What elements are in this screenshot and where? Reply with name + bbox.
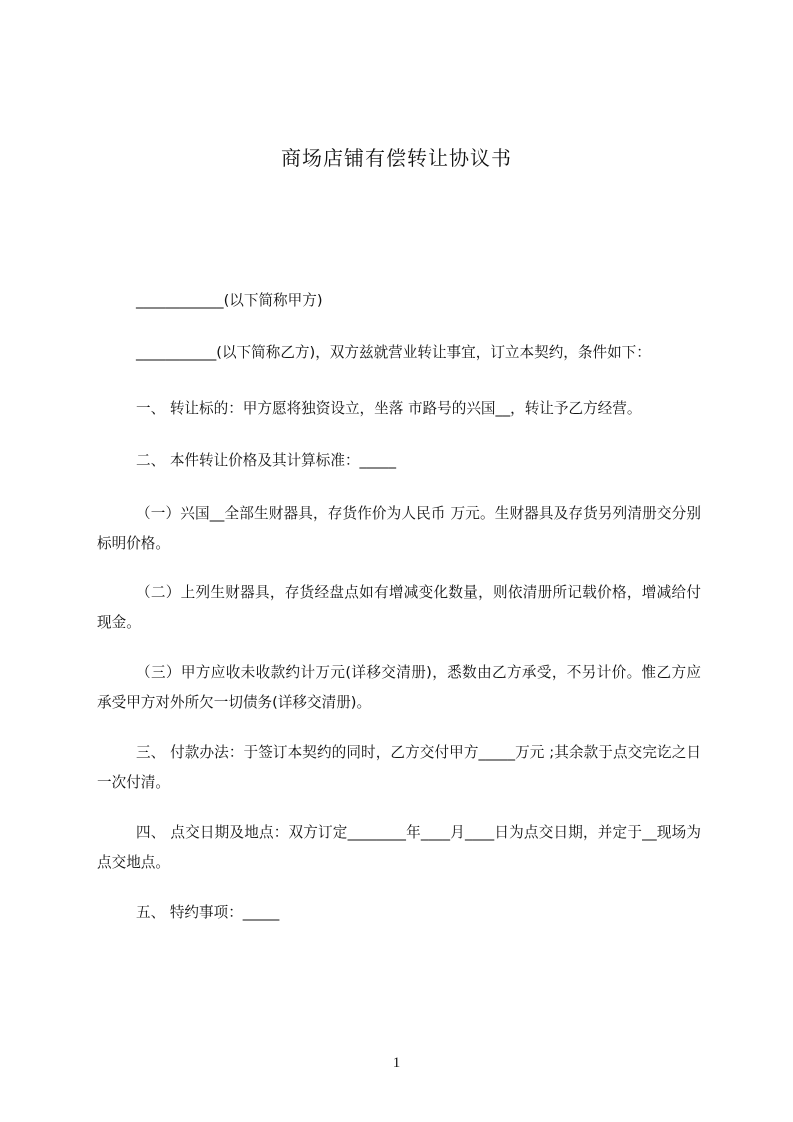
document-title: 商场店铺有偿转让协议书 — [281, 146, 512, 170]
clause-2-item-2: （二）上列生财器具，存货经盘点如有增减变化数量，则依清册所记载价格，增减给付现金。 — [97, 584, 701, 631]
clause-4-handover: 四、 点交日期及地点：双方订定________年____月____日为点交日期，并定于__现场为点交地点。 — [97, 824, 701, 871]
clause-2-item-1: （一）兴国__全部生财器具，存货作价为人民币 万元。生财器具及存货另列清册交分别标明价格。 — [97, 505, 701, 552]
clause-5-special-terms: 五、 特约事项：_____ — [136, 904, 280, 921]
clause-2-item-3: （三）甲方应收未收款约计万元(详移交清册)，悉数由乙方承受，不另计价。惟乙方应承受甲方对外所欠一切债务(详移交清册)。 — [97, 664, 701, 711]
clause-1-subject: 一、 转让标的：甲方愿将独资设立，坐落 市路号的兴国__，转让予乙方经营。 — [136, 400, 642, 417]
page-number: 1 — [392, 1055, 401, 1071]
clause-2-price-standard: 二、 本件转让价格及其计算标准：_____ — [136, 452, 397, 469]
party-b-line: ___________(以下简称乙方)，双方兹就营业转让事宜，订立本契约，条件如下： — [136, 344, 651, 361]
party-a-line: ____________(以下简称甲方) — [136, 292, 323, 309]
clause-3-payment: 三、 付款办法：于签订本契约的同时，乙方交付甲方_____万元 ;其余款于点交完讫之日一次付清。 — [97, 744, 701, 791]
